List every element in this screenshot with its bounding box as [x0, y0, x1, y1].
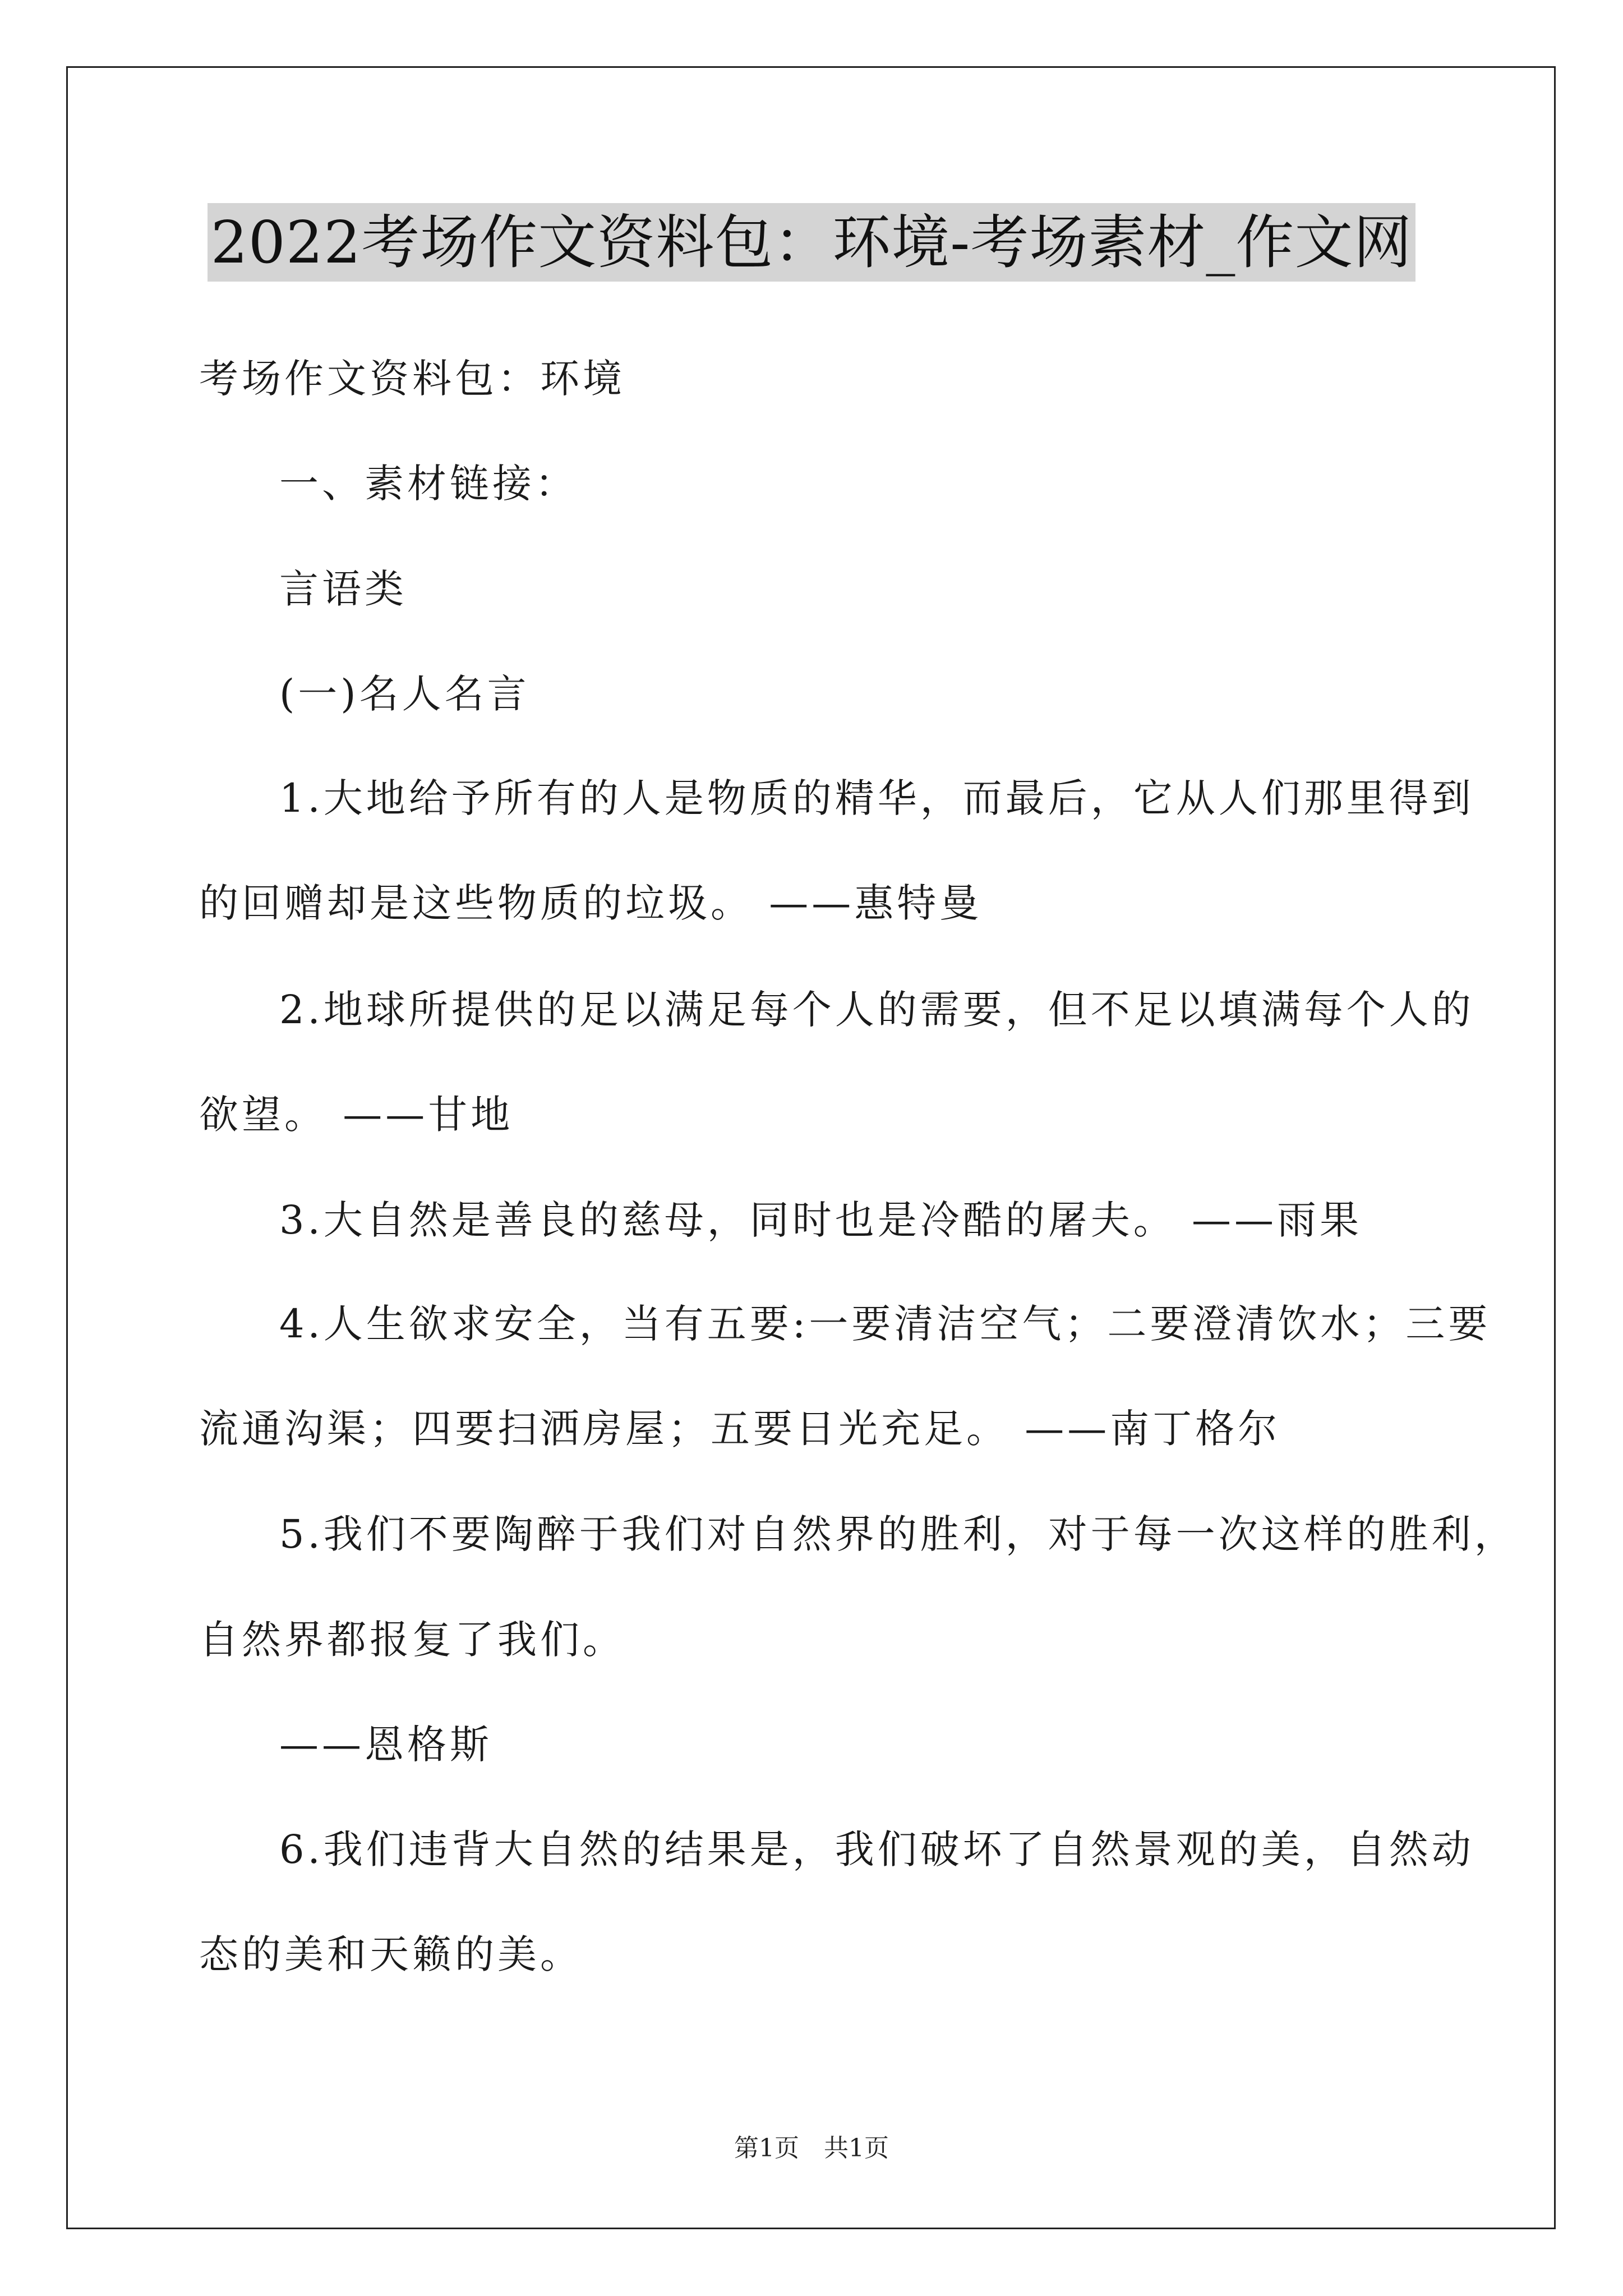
quote-line: 欲望。 ——甘地: [199, 1092, 514, 1138]
page-footer: 第1页 共1页: [734, 2134, 889, 2162]
subsection-heading: (一)名人名言: [279, 671, 530, 717]
subtitle-line: 考场作文资料包：环境: [199, 356, 625, 402]
quote-line: 3.大自然是善良的慈母，同时也是冷酷的屠夫。 ——雨果: [279, 1197, 1363, 1243]
quote-line: 1.大地给予所有的人是物质的精华，而最后，它从人们那里得到: [279, 775, 1474, 821]
quote-line: 4.人生欲求安全，当有五要:一要清洁空气；二要澄清饮水；三要: [279, 1301, 1491, 1347]
section-heading: 一、素材链接：: [279, 461, 578, 507]
document-title: 2022考场作文资料包：环境-考场素材_作文网: [208, 203, 1416, 282]
quote-line: 2.地球所提供的足以满足每个人的需要，但不足以填满每个人的: [279, 987, 1474, 1033]
quote-line: 态的美和天籁的美。: [199, 1931, 583, 1977]
category-heading: 言语类: [279, 566, 407, 612]
quote-attribution: ——恩格斯: [279, 1722, 492, 1768]
quote-line: 自然界都报复了我们。: [199, 1617, 625, 1663]
quote-line: 6.我们违背大自然的结果是，我们破坏了自然景观的美，自然动: [279, 1826, 1474, 1872]
quote-line: 5.我们不要陶醉于我们对自然界的胜利，对于每一次这样的胜利，: [279, 1511, 1517, 1557]
quote-line: 流通沟渠；四要扫洒房屋；五要日光充足。 ——南丁格尔: [199, 1406, 1281, 1452]
title-container: [0, 203, 1623, 282]
quote-line: 的回赠却是这些物质的垃圾。 ——惠特曼: [199, 880, 983, 926]
